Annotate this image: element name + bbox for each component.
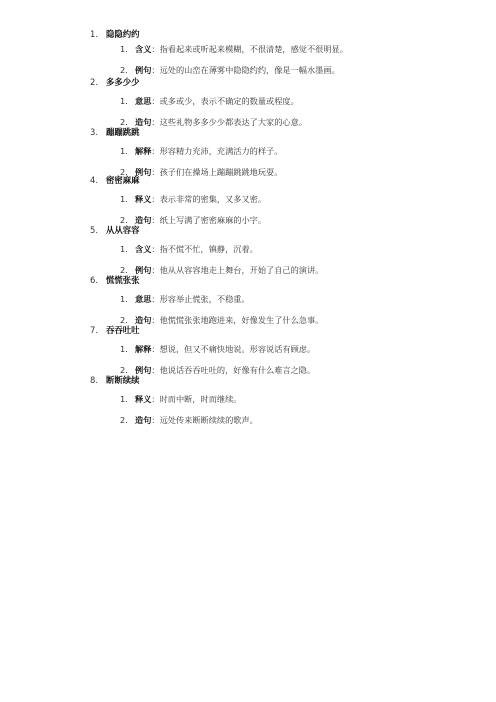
detail-line	[120, 294, 480, 309]
detail-text: ：这些礼物多多少少都表达了大家的心意。	[151, 117, 307, 127]
term-heading	[90, 76, 480, 92]
detail-label: 含义	[135, 244, 152, 254]
detail-text: ：想说，但又不痛快地说。形容说话有顾虑。	[151, 344, 316, 354]
detail-label: 释义	[135, 194, 152, 204]
detail-line	[120, 96, 480, 111]
detail-text: ：他从从容容地走上舞台，开始了自己的演讲。	[151, 265, 324, 275]
detail-number: 2.	[120, 117, 128, 127]
term-heading	[90, 324, 480, 340]
detail-label: 造句	[135, 117, 152, 127]
term-heading	[90, 224, 480, 240]
term-detail-list	[90, 394, 480, 430]
term-number: 6.	[90, 275, 98, 285]
detail-number: 1.	[120, 294, 128, 304]
detail-text: ：形容举止慌张，不稳重。	[151, 294, 250, 304]
detail-text: ：或多或少，表示不确定的数量或程度。	[151, 96, 299, 106]
detail-label: 造句	[135, 315, 152, 325]
detail-number: 2.	[120, 415, 128, 425]
detail-text: ：孩子们在操场上蹦蹦跳跳地玩耍。	[151, 167, 283, 177]
term-entry	[90, 324, 480, 380]
term-word: 慌慌张张	[106, 275, 140, 285]
term-word: 密密麻麻	[106, 175, 140, 185]
detail-number: 1.	[120, 44, 128, 54]
detail-number: 1.	[120, 244, 128, 254]
detail-text: ：远处的山峦在薄雾中隐隐约约，像是一幅水墨画。	[151, 65, 340, 75]
term-detail-list	[90, 44, 480, 80]
detail-line	[120, 194, 480, 209]
term-number: 8.	[90, 375, 98, 385]
term-number: 2.	[90, 77, 98, 87]
detail-label: 意思	[135, 96, 152, 106]
detail-number: 1.	[120, 96, 128, 106]
detail-label: 含义	[135, 44, 152, 54]
detail-label: 例句	[135, 365, 152, 375]
detail-number: 2.	[120, 65, 128, 75]
term-entry	[90, 28, 480, 80]
detail-label: 造句	[135, 215, 152, 225]
detail-number: 1.	[120, 394, 128, 404]
detail-label: 例句	[135, 167, 152, 177]
detail-text: ：远处传来断断续续的歌声。	[151, 415, 258, 425]
detail-line	[120, 244, 480, 259]
term-heading	[90, 274, 480, 290]
term-word: 吞吞吐吐	[106, 325, 140, 335]
detail-label: 意思	[135, 294, 152, 304]
term-heading	[90, 374, 480, 390]
term-number: 5.	[90, 225, 98, 235]
term-heading	[90, 174, 480, 190]
detail-number: 2.	[120, 167, 128, 177]
detail-text: ：时而中断，时而继续。	[151, 394, 242, 404]
term-number: 1.	[90, 29, 98, 39]
detail-text: ：他说话吞吞吐吐的，好像有什么难言之隐。	[151, 365, 316, 375]
detail-number: 2.	[120, 365, 128, 375]
term-number: 7.	[90, 325, 98, 335]
detail-label: 解释	[135, 344, 152, 354]
detail-label: 例句	[135, 65, 152, 75]
detail-number: 2.	[120, 215, 128, 225]
detail-label: 例句	[135, 265, 152, 275]
term-entry	[90, 174, 480, 230]
detail-line	[120, 394, 480, 409]
term-entry	[90, 224, 480, 280]
detail-line	[120, 344, 480, 359]
detail-label: 释义	[135, 394, 152, 404]
term-heading	[90, 126, 480, 142]
term-number: 3.	[90, 127, 98, 137]
term-entry	[90, 274, 480, 330]
detail-label: 解释	[135, 146, 152, 156]
detail-line	[120, 415, 480, 430]
detail-number: 1.	[120, 146, 128, 156]
detail-number: 1.	[120, 194, 128, 204]
detail-text: ：纸上写满了密密麻麻的小字。	[151, 215, 267, 225]
detail-number: 2.	[120, 315, 128, 325]
term-word: 从从容容	[106, 225, 140, 235]
term-word: 隐隐约约	[106, 29, 140, 39]
detail-text: ：形容精力充沛，充满活力的样子。	[151, 146, 283, 156]
detail-text: ：表示非常的密集，又多又密。	[151, 194, 267, 204]
term-heading	[90, 28, 480, 44]
term-entry	[90, 76, 480, 132]
term-word: 多多少少	[106, 77, 140, 87]
detail-number: 2.	[120, 265, 128, 275]
detail-text: ：指看起来或听起来模糊，不很清楚，感觉不很明显。	[151, 44, 348, 54]
detail-line	[120, 146, 480, 161]
detail-text: ：他慌慌张张地跑进来，好像发生了什么急事。	[151, 315, 324, 325]
term-word: 断断续续	[106, 375, 140, 385]
detail-line	[120, 44, 480, 59]
term-entry	[90, 374, 480, 430]
detail-text: ：指不慌不忙，镇静，沉着。	[151, 244, 258, 254]
detail-number: 1.	[120, 344, 128, 354]
detail-label: 造句	[135, 415, 152, 425]
term-word: 蹦蹦跳跳	[106, 127, 140, 137]
term-number: 4.	[90, 175, 98, 185]
